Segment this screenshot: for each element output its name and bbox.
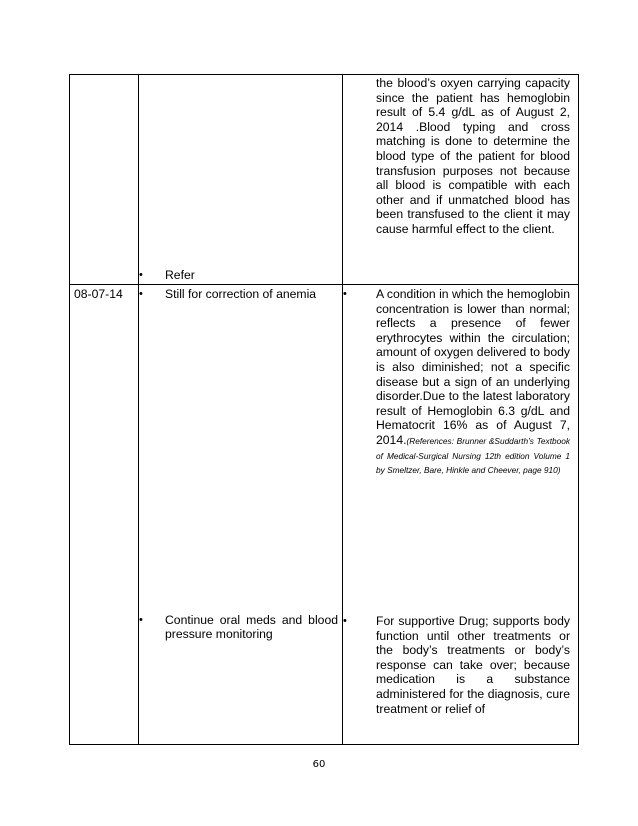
rationale-text: the blood’s oxyen carrying capacity since the patient has hemoglobin result of 5.4 g/dL as of August 2, 2014 .Blood typing and cross matching is done to determine the blood type of the patient for blood transfusion purposes not because all blood is compatible with each other and if unmatched blood has been transfused to the client it may cause harmful effect to the client. bbox=[376, 76, 570, 236]
date-cell bbox=[70, 75, 139, 285]
table-row bbox=[70, 285, 579, 745]
intervention-text: Refer bbox=[165, 268, 195, 283]
table-row bbox=[70, 75, 579, 285]
list-item bbox=[139, 287, 342, 302]
bullet-icon: • bbox=[139, 288, 143, 300]
page-number: 60 bbox=[312, 759, 326, 770]
date-text: 08-07-14 bbox=[74, 287, 123, 301]
nursing-care-table bbox=[69, 74, 579, 745]
bullet-icon: • bbox=[343, 615, 347, 627]
list-item bbox=[343, 287, 578, 614]
date-cell bbox=[70, 285, 139, 745]
rationale-cell bbox=[343, 75, 579, 285]
rationale-text: A condition in which the hemoglobin concentration is lower than normal; reflects a presence of fewer erythrocytes within the circulation; amount of oxygen delivered to body is also diminished; not a specific disease but a sign of an underlying disorder.Due to the latest laboratory result of Hemoglobin 6.3 g/dL and Hematocrit 16% as of August 7, 2014. bbox=[376, 287, 570, 447]
intervention-text: Still for correction of anemia bbox=[165, 287, 317, 301]
intervention-text: Continue oral meds and blood pressure monitoring bbox=[165, 612, 338, 642]
list-item bbox=[139, 268, 342, 283]
rationale-list bbox=[343, 285, 578, 716]
intervention-list bbox=[139, 285, 342, 642]
bullet-icon: • bbox=[139, 269, 143, 282]
bullet-icon: • bbox=[343, 288, 347, 300]
rationale-cell bbox=[343, 285, 579, 745]
intervention-cell bbox=[139, 285, 343, 745]
date-text bbox=[70, 75, 138, 77]
rationale-text: For supportive Drug; supports body function until other treatments or the body’s treatments or body’s response can take over; because medication is a substance administered for the diagnosis, cure treatment or relief of bbox=[376, 614, 570, 716]
intervention-list bbox=[139, 268, 342, 284]
list-item bbox=[139, 613, 342, 642]
list-item bbox=[343, 614, 578, 716]
reference-citation: (References: Brunner &Suddarth’s Textbook of Medical-Surgical Nursing 12th edition Volume 1 by Smeltzer, Bare, Hinkle and Cheever, page 910) bbox=[376, 435, 570, 476]
intervention-cell bbox=[139, 75, 343, 285]
bullet-icon: • bbox=[139, 613, 143, 626]
